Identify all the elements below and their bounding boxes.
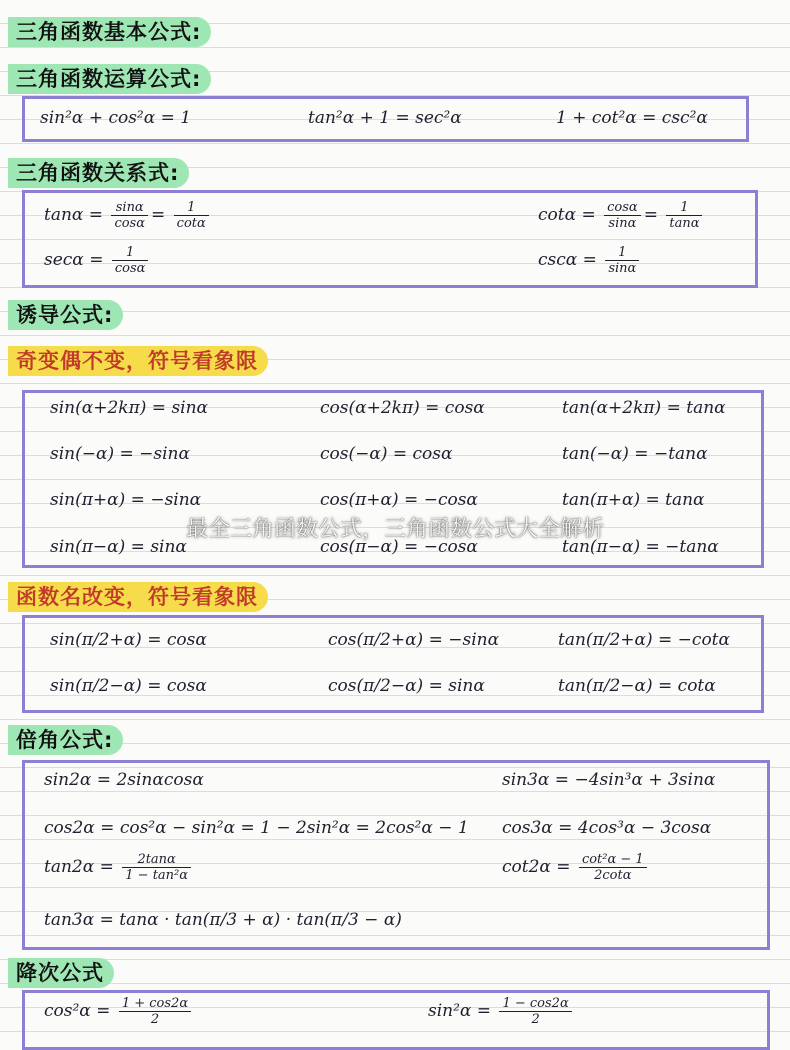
fraction (111, 200, 148, 231)
formula-ind-2-3: tan(−α) = −tanα (562, 444, 708, 464)
denominator: 2cotα (594, 868, 632, 883)
header-induction: 诱导公式: (8, 300, 123, 330)
formula-cos2: cos2α = cos²α − sin²α = 1 − 2sin²α = 2cos²α − 1 (44, 818, 469, 838)
fraction (499, 996, 571, 1027)
formula-ind-1-2: cos(α+2kπ) = cosα (320, 398, 485, 418)
cot2-lhs: cot2α = (502, 857, 571, 877)
csc-lhs: cscα = (538, 250, 597, 270)
formula-tan-relation: tanα = $\frac{\sin\alpha}{\cos\alpha}$ = $\frac{1}{\cot\alpha}$ (44, 200, 212, 231)
formula-sin3: sin3α = −4sin³α + 3sinα (502, 770, 716, 790)
denominator: cosα (114, 216, 146, 231)
numerator: cot²α − 1 (579, 852, 647, 868)
formula-ind2-2-3: tan(π/2−α) = cotα (558, 676, 716, 696)
header-relations: 三角函数关系式: (8, 158, 189, 188)
formula-ops-3: 1 + cot²α = csc²α (556, 108, 708, 128)
numerator: sinα (111, 200, 148, 216)
denominator: sinα (608, 261, 637, 276)
numerator: 1 + cos2α (119, 996, 191, 1012)
header-double-angle: 倍角公式: (8, 725, 123, 755)
fraction (112, 245, 149, 276)
denominator: cosα (114, 261, 146, 276)
formula-ind-1-1: sin(α+2kπ) = sinα (50, 398, 209, 418)
formula-ops-1: sin²α + cos²α = 1 (40, 108, 192, 128)
formula-cot2 (502, 852, 650, 883)
formula-cos3: cos3α = 4cos³α − 3cosα (502, 818, 712, 838)
fraction (122, 852, 191, 883)
formula-ind-4-3: tan(π−α) = −tanα (562, 537, 719, 557)
formula-ind-4-1: sin(π−α) = sinα (50, 537, 187, 557)
formula-tan2 (44, 852, 194, 883)
numerator: 1 − cos2α (499, 996, 571, 1012)
denominator: cotα (176, 216, 206, 231)
tan2-lhs: tan2α = (44, 857, 114, 877)
sin-reduce-lhs: sin²α = (428, 1001, 492, 1021)
cos-reduce-lhs: cos²α = (44, 1001, 111, 1021)
numerator: 2tanα (122, 852, 191, 868)
cot-lhs: cotα = (538, 205, 596, 225)
denominator: 2 (531, 1012, 540, 1027)
formula-ind2-1-1: sin(π/2+α) = cosα (50, 630, 207, 650)
fraction (605, 245, 639, 276)
numerator: 1 (174, 200, 209, 216)
fraction (666, 200, 702, 231)
formula-ind-1-3: tan(α+2kπ) = tanα (562, 398, 726, 418)
numerator: 1 (112, 245, 149, 261)
fraction (119, 996, 191, 1027)
formula-ind-2-1: sin(−α) = −sinα (50, 444, 190, 464)
formula-sec-relation (44, 245, 151, 276)
tan-lhs: tanα = (44, 205, 104, 225)
denominator: 2 (150, 1012, 160, 1027)
denominator: 1 − tan²α (125, 868, 189, 883)
header-rule-name-change: 函数名改变，符号看象限 (8, 582, 268, 612)
denominator: sinα (608, 216, 637, 231)
numerator: cosα (604, 200, 641, 216)
watermark-caption: 最全三角函数公式，三角函数公式大全解析 (185, 517, 604, 542)
denominator: tanα (669, 216, 700, 231)
header-ops: 三角函数运算公式: (8, 64, 211, 94)
formula-ind2-1-3: tan(π/2+α) = −cotα (558, 630, 730, 650)
header-power-reduction: 降次公式 (8, 958, 114, 988)
formula-tan3: tan3α = tanα · tan(π/3 + α) · tan(π/3 − α) (44, 910, 402, 930)
fraction (579, 852, 647, 883)
formula-ind2-2-2: cos(π/2−α) = sinα (328, 676, 485, 696)
formula-ind-3-1: sin(π+α) = −sinα (50, 490, 202, 510)
formula-cos-reduce (44, 996, 194, 1027)
formula-csc-relation (538, 245, 642, 276)
sec-lhs: secα = (44, 250, 104, 270)
numerator: 1 (605, 245, 639, 261)
formula-ind2-2-1: sin(π/2−α) = cosα (50, 676, 207, 696)
formula-ops-2: tan²α + 1 = sec²α (308, 108, 462, 128)
formula-cot-relation: cotα = $\frac{\cos\alpha}{\sin\alpha}$ = $\frac{1}{\tan\alpha}$ (538, 200, 705, 231)
fraction (174, 200, 209, 231)
formula-sin-reduce (428, 996, 575, 1027)
numerator: 1 (666, 200, 702, 216)
formula-ind-3-2: cos(π+α) = −cosα (320, 490, 478, 510)
formula-sin2: sin2α = 2sinαcosα (44, 770, 204, 790)
header-rule-odd-even: 奇变偶不变，符号看象限 (8, 346, 268, 376)
fraction (604, 200, 641, 231)
formula-ind-2-2: cos(−α) = cosα (320, 444, 453, 464)
formula-ind-4-2: cos(π−α) = −cosα (320, 537, 478, 557)
header-basic: 三角函数基本公式: (8, 17, 211, 47)
formula-ind-3-3: tan(π+α) = tanα (562, 490, 705, 510)
formula-ind2-1-2: cos(π/2+α) = −sinα (328, 630, 500, 650)
